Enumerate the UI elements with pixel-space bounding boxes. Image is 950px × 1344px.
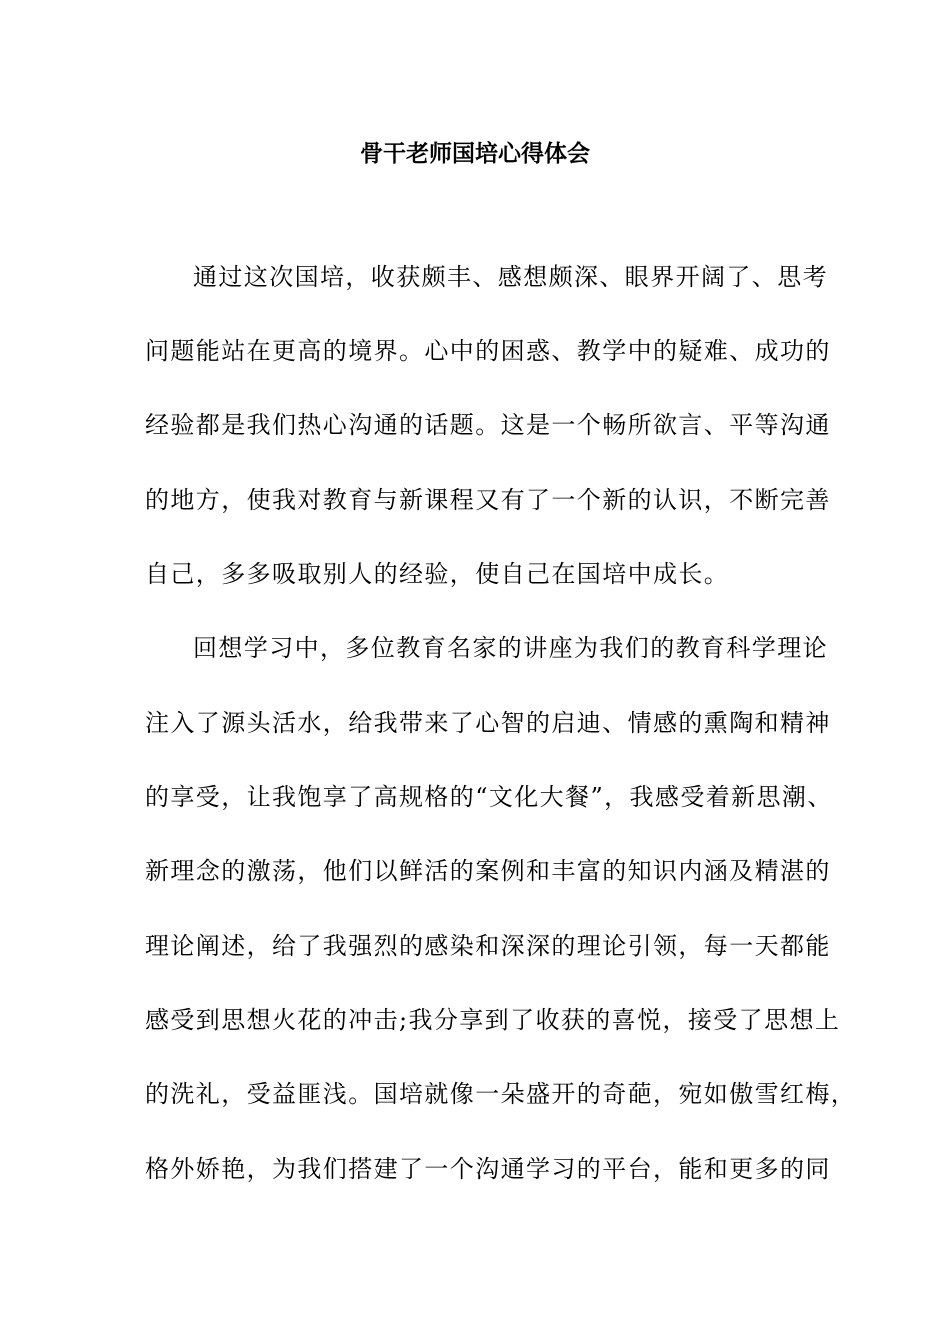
paragraph-2-line-7: 的洗礼，受益匪浅。国培就像一朵盛开的奇葩，宛如傲雪红梅， — [145, 1080, 857, 1108]
paragraph-1-line-4: 的地方，使我对教育与新课程又有了一个新的认识，不断完善 — [145, 486, 831, 514]
paragraph-2-line-6: 感受到思想火花的冲击;我分享到了收获的喜悦，接受了思想上 — [145, 1006, 841, 1034]
paragraph-2-line-4: 新理念的激荡，他们以鲜活的案例和丰富的知识内涵及精湛的 — [145, 857, 831, 885]
document-title: 骨干老师国培心得体会 — [360, 141, 590, 167]
paragraph-1-line-2: 问题能站在更高的境界。心中的困惑、教学中的疑难、成功的 — [145, 337, 831, 365]
paragraph-1-line-3: 经验都是我们热心沟通的话题。这是一个畅所欲言、平等沟通 — [145, 411, 831, 439]
paragraph-2-line-1: 回想学习中，多位教育名家的讲座为我们的教育科学理论 — [193, 634, 828, 662]
paragraph-2-line-8: 格外娇艳，为我们搭建了一个沟通学习的平台，能和更多的同 — [145, 1155, 831, 1183]
paragraph-1-line-5: 自己，多多吸取别人的经验，使自己在国培中成长。 — [145, 560, 730, 588]
paragraph-2-line-3: 的享受，让我饱享了高规格的“文化大餐”，我感受着新思潮、 — [145, 783, 833, 811]
paragraph-2-line-2: 注入了源头活水，给我带来了心智的启迪、情感的熏陶和精神 — [145, 709, 831, 737]
paragraph-1-line-1: 通过这次国培，收获颇丰、感想颇深、眼界开阔了、思考 — [193, 263, 828, 291]
paragraph-2-line-5: 理论阐述，给了我强烈的感染和深深的理论引领，每一天都能 — [145, 932, 831, 960]
